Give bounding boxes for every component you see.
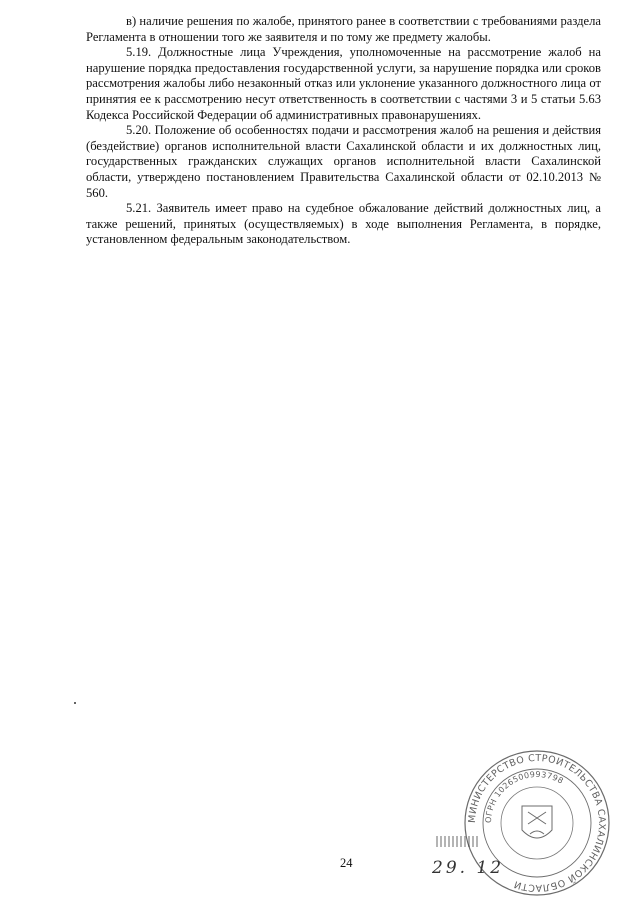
scan-speck (74, 702, 76, 704)
body-text (86, 14, 601, 248)
handwritten-date: 29. 12 (432, 858, 505, 878)
page-number: 24 (340, 856, 353, 870)
paragraph-v: в) наличие решения по жалобе, принятого ранее в соответствии с требованиями раздела Регламента в отношении того же заявителя и по тому же предмету жалобы. (86, 14, 601, 44)
paragraph-5-20: 5.20. Положение об особенностях подачи и рассмотрения жалоб на решения и действия (бездействие) органов исполнительной власти Сахалинской области и их должностных лиц, государственных гражданских служащих органов исполнительной власти Сахалинской области, утверждено постановлением Правительства Сахалинской области от 02.10.2013 № 560. (86, 123, 601, 200)
paragraph-5-19: 5.19. Должностные лица Учреждения, уполномоченные на рассмотрение жалоб на нарушение порядка предоставления государственной услуги, за нарушение порядка или сроков рассмотрения жалобы либо незаконный отказ или уклонение указанного должностного лица от принятия ее к рассмотрению несут ответственность в соответствии с частями 3 и 5 статьи 5.63 Кодекса Российской Федерации об административных правонарушениях. (86, 45, 601, 122)
seal-outer-textpath: МИНИСТЕРСТВО СТРОИТЕЛЬСТВА САХАЛИНСКОЙ ОБЛАСТИ (466, 752, 608, 894)
seal-inner-textpath: ОГРН 1026500993798 (483, 769, 566, 824)
paragraph-5-21: 5.21. Заявитель имеет право на судебное обжалование действий должностных лиц, а также решений, принятых (осуществляемых) в ходе выполнения Регламента, в порядке, установленном федеральным законодательством. (86, 201, 601, 247)
coat-of-arms-icon (522, 806, 552, 838)
